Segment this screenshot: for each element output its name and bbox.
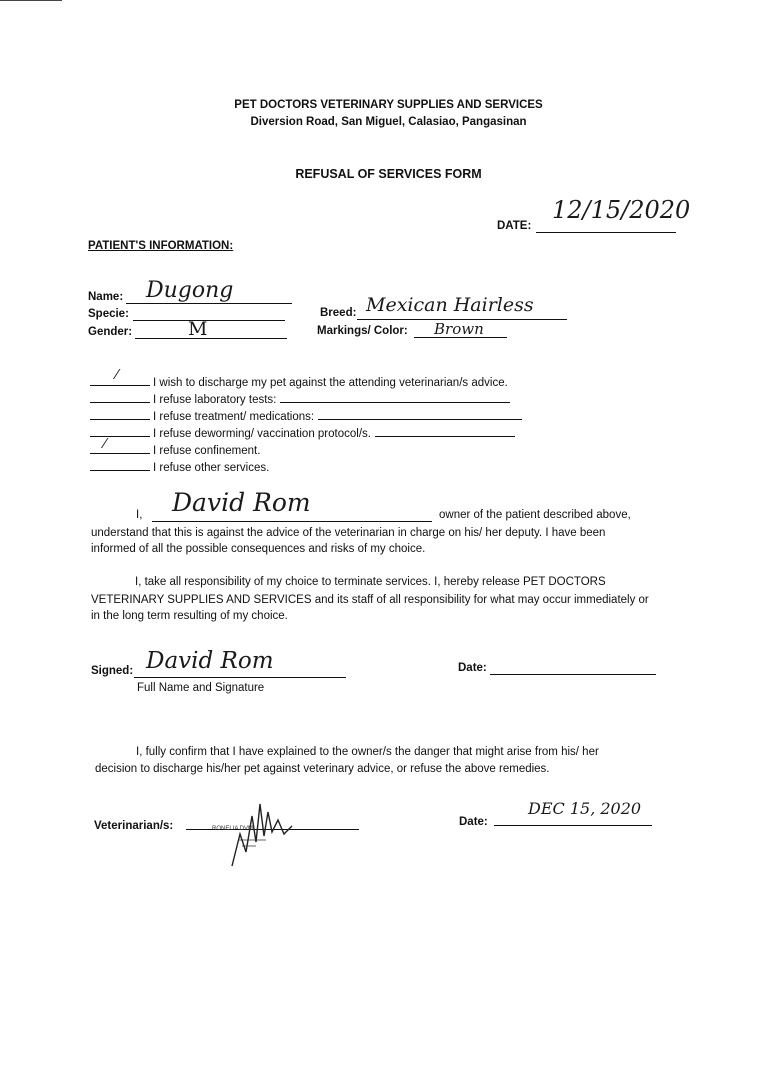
- markings-label: Markings/ Color:: [317, 325, 408, 337]
- signature-caption: Full Name and Signature: [137, 682, 265, 694]
- release-statement-line2: VETERINARY SUPPLIES AND SERVICES and its staff of all responsibility for what may occur immediately or: [91, 594, 649, 606]
- breed-label: Breed:: [320, 307, 357, 319]
- vet-date-label: Date:: [459, 816, 488, 828]
- gender-label: Gender:: [88, 326, 133, 338]
- veterinarian-label: Veterinarian/s:: [94, 820, 174, 832]
- signed-label: Signed:: [91, 665, 134, 677]
- owner-statement-line2: understand that this is against the advice of the veterinarian in charge on his/ her deputy. I have been: [91, 527, 606, 539]
- markings-handwritten: Brown: [434, 320, 484, 338]
- checklist-item-label: I refuse treatment/ medications:: [153, 411, 315, 423]
- owner-statement-line3: informed of all the possible consequences and risks of my choice.: [91, 543, 426, 555]
- company-address: Diversion Road, San Miguel, Calasiao, Pangasinan: [250, 116, 527, 128]
- checkbox-blank: [90, 425, 150, 437]
- name-handwritten: Dugong: [146, 278, 234, 303]
- check-mark-icon: ⁄: [116, 366, 119, 383]
- date-label: DATE:: [497, 220, 532, 232]
- detail-line: [280, 391, 510, 403]
- gender-line: [135, 324, 287, 339]
- owner-date-line: [490, 660, 656, 675]
- checklist-item: [90, 425, 515, 440]
- checklist-item: [90, 442, 260, 457]
- vet-statement-line2: decision to discharge his/her pet against veterinary advice, or refuse the above remedies.: [95, 763, 550, 775]
- specie-label: Specie:: [88, 308, 129, 320]
- specie-line: [133, 306, 285, 321]
- owner-statement-prefix: I,: [136, 509, 143, 521]
- vet-statement-line1: I, fully confirm that I have explained to the owner/s the danger that might arise from his/ her: [136, 746, 599, 758]
- check-mark-icon: ⁄: [104, 435, 107, 452]
- veterinarian-stamp-text: RONELIA DVM: [212, 826, 254, 832]
- checklist-item-label: I refuse confinement.: [153, 445, 261, 457]
- checklist-item-label: I refuse other services.: [153, 462, 270, 474]
- company-name: PET DOCTORS VETERINARY SUPPLIES AND SERVICES: [234, 99, 543, 111]
- gender-handwritten: M: [188, 318, 208, 340]
- checklist-item-label: I wish to discharge my pet against the attending veterinarian/s advice.: [153, 377, 508, 389]
- breed-handwritten: Mexican Hairless: [366, 294, 534, 316]
- owner-name-handwritten: David Rom: [172, 488, 311, 517]
- patient-section-label: PATIENT'S INFORMATION:: [88, 240, 234, 252]
- checklist-item-label: I refuse laboratory tests:: [153, 394, 277, 406]
- checklist-item: [90, 374, 508, 389]
- release-statement-body: [91, 592, 685, 624]
- checklist-item: [90, 408, 522, 423]
- release-statement-line1: I, take all responsibility of my choice to terminate services. I, hereby release PET DOCTORS: [135, 576, 606, 588]
- checkbox-blank: [90, 374, 150, 386]
- date-handwritten: 12/15/2020: [552, 196, 691, 224]
- owner-statement-body: [91, 525, 685, 557]
- owner-statement-line1: owner of the patient described above,: [439, 509, 631, 521]
- checkbox-blank: [90, 442, 150, 454]
- checklist-item: [90, 459, 269, 474]
- release-statement-line3: in the long term resulting of my choice.: [91, 610, 288, 622]
- vet-date-handwritten: DEC 15, 2020: [528, 799, 642, 818]
- checkbox-blank: [90, 459, 150, 471]
- detail-line: [318, 408, 522, 420]
- detail-line: [375, 425, 515, 437]
- scan-edge-line: [0, 0, 62, 1]
- checkbox-blank: [90, 408, 150, 420]
- veterinarian-signature-mark: [226, 796, 316, 870]
- owner-date-label: Date:: [458, 662, 487, 674]
- name-label: Name:: [88, 291, 124, 303]
- owner-signature-handwritten: David Rom: [146, 648, 274, 674]
- checklist-item: [90, 391, 510, 406]
- checklist-item-label: I refuse deworming/ vaccination protocol/s.: [153, 428, 371, 440]
- checkbox-blank: [90, 391, 150, 403]
- form-title: REFUSAL OF SERVICES FORM: [295, 167, 482, 181]
